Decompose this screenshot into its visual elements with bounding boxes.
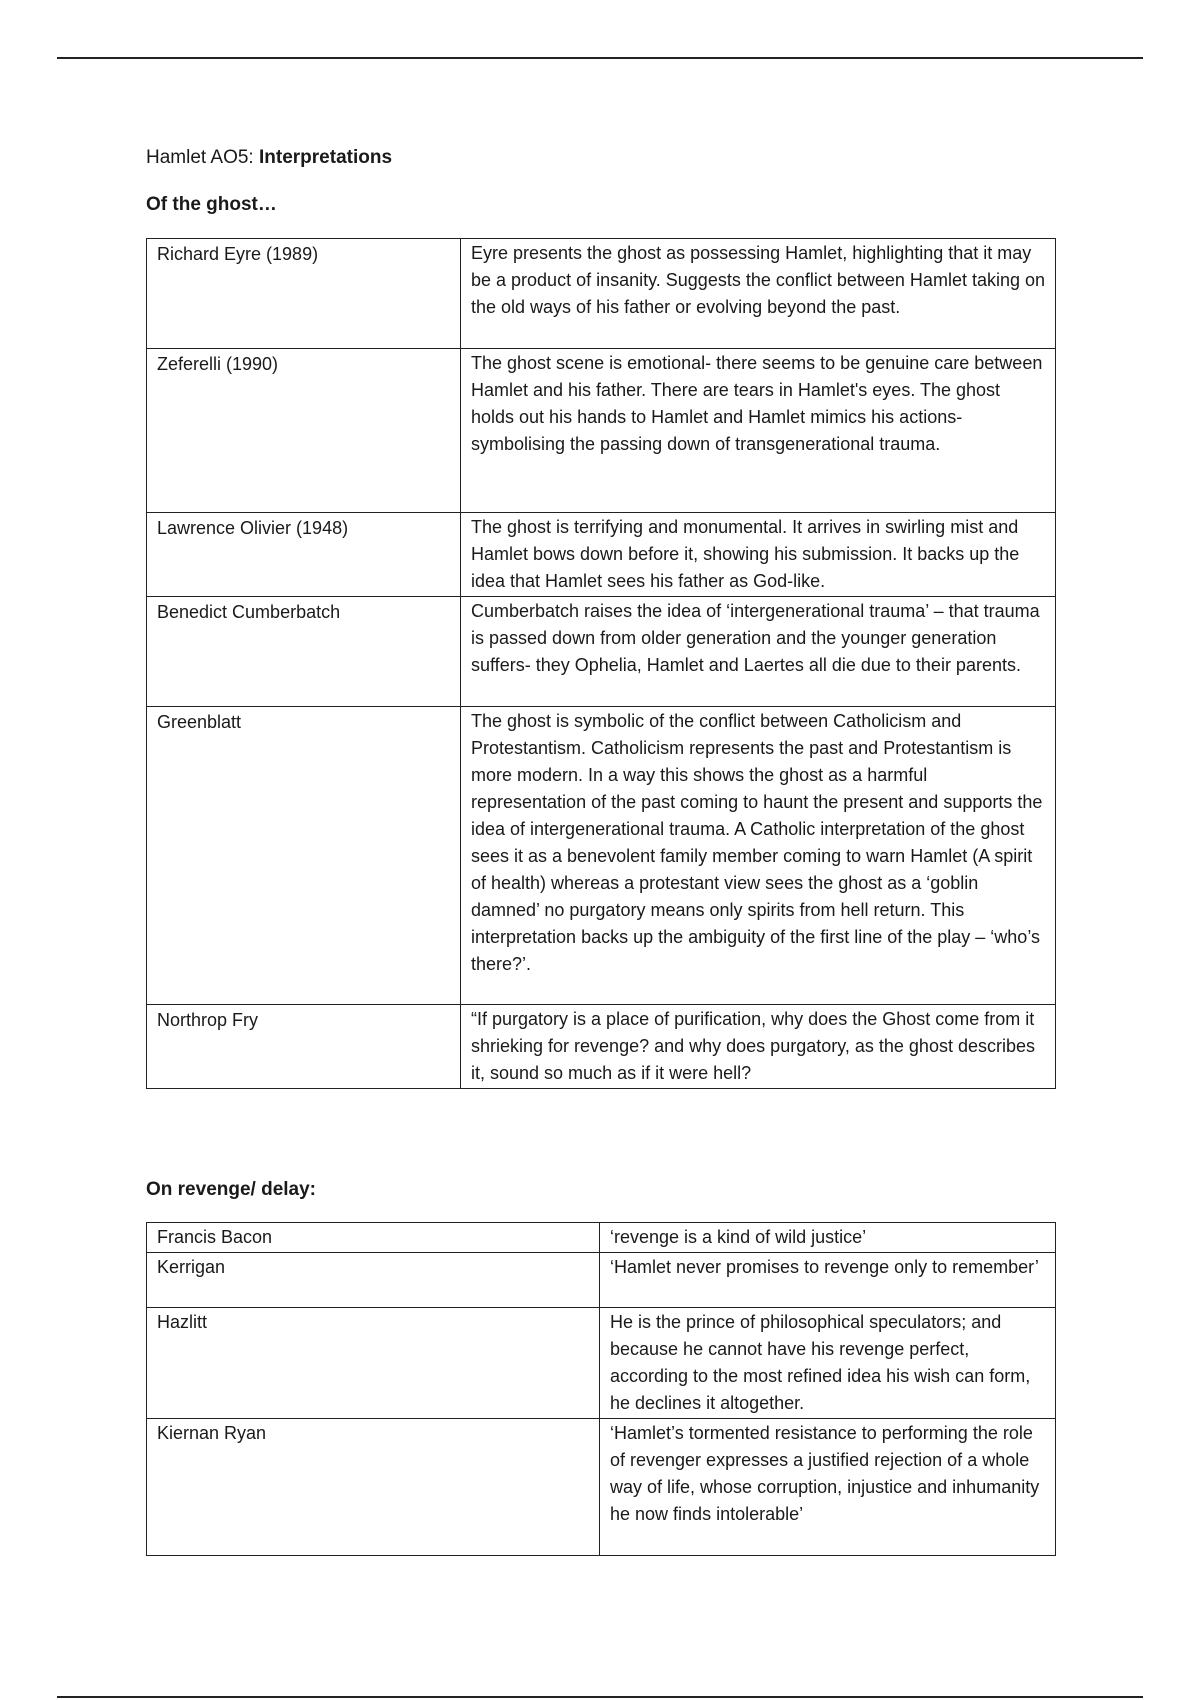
interpretation-cell: ‘Hamlet’s tormented resistance to performing the role of revenger expresses a justified rejection of a whole way of life, whose corruption, injustice and inhumanity he now finds intolerable’	[600, 1419, 1056, 1556]
header-rule	[57, 57, 1143, 59]
interpretation-cell: The ghost is terrifying and monumental. It arrives in swirling mist and Hamlet bows down before it, showing his submission. It backs up the idea that Hamlet sees his father as God-like.	[461, 513, 1056, 597]
table-row	[147, 349, 1056, 513]
interpretation-cell: Cumberbatch raises the idea of ‘intergenerational trauma’ – that trauma is passed down from older generation and the younger generation suffers- they Ophelia, Hamlet and Laertes all die due to their parents.	[461, 597, 1056, 707]
table-row	[147, 597, 1056, 707]
revenge-interpretations-table	[146, 1222, 1056, 1556]
table-row	[147, 1223, 1056, 1253]
table-row	[147, 1005, 1056, 1089]
critic-cell: Richard Eyre (1989)	[147, 239, 461, 349]
interpretation-cell: The ghost scene is emotional- there seems to be genuine care between Hamlet and his father. There are tears in Hamlet's eyes. The ghost holds out his hands to Hamlet and Hamlet mimics his actions- symbolising the passing down of transgenerational trauma.	[461, 349, 1056, 513]
interpretation-cell: ‘Hamlet never promises to revenge only to remember’	[600, 1253, 1056, 1308]
interpretation-cell: ‘revenge is a kind of wild justice’	[600, 1223, 1056, 1253]
interpretation-cell: He is the prince of philosophical speculators; and because he cannot have his revenge perfect, according to the most refined idea his wish can form, he declines it altogether.	[600, 1308, 1056, 1419]
table-row	[147, 1253, 1056, 1308]
critic-cell: Hazlitt	[147, 1308, 600, 1419]
critic-cell: Zeferelli (1990)	[147, 349, 461, 513]
table-row	[147, 513, 1056, 597]
critic-cell: Kiernan Ryan	[147, 1419, 600, 1556]
revenge-section-heading: On revenge/ delay:	[146, 1179, 317, 1200]
interpretation-cell: The ghost is symbolic of the conflict between Catholicism and Protestantism. Catholicism represents the past and Protestantism is more modern. In a way this shows the ghost as a harmful representation of the past coming to haunt the present and supports the idea of intergenerational trauma. A Catholic interpretation of the ghost sees it as a benevolent family member coming to warn Hamlet (A spirit of health) whereas a protestant view sees the ghost as a ‘goblin damned’ no purgatory means only spirits from hell return. This interpretation backs up the ambiguity of the first line of the play – ‘who’s there?’.	[461, 707, 1056, 1005]
title-prefix: Hamlet AO5:	[146, 147, 259, 168]
critic-cell: Benedict Cumberbatch	[147, 597, 461, 707]
table-row	[147, 239, 1056, 349]
title-bold: Interpretations	[259, 147, 393, 168]
ghost-interpretations-table	[146, 238, 1056, 1089]
critic-cell: Lawrence Olivier (1948)	[147, 513, 461, 597]
interpretation-cell: “If purgatory is a place of purification, why does the Ghost come from it shrieking for revenge? and why does purgatory, as the ghost describes it, sound so much as if it were hell?	[461, 1005, 1056, 1089]
interpretation-cell: Eyre presents the ghost as possessing Hamlet, highlighting that it may be a product of insanity. Suggests the conflict between Hamlet taking on the old ways of his father or evolving beyond the past.	[461, 239, 1056, 349]
critic-cell: Francis Bacon	[147, 1223, 600, 1253]
table-row	[147, 1419, 1056, 1556]
critic-cell: Northrop Fry	[147, 1005, 461, 1089]
table-row	[147, 1308, 1056, 1419]
critic-cell: Kerrigan	[147, 1253, 600, 1308]
document-title	[146, 146, 392, 170]
critic-cell: Greenblatt	[147, 707, 461, 1005]
table-row	[147, 707, 1056, 1005]
ghost-section-heading: Of the ghost…	[146, 194, 277, 215]
footer-rule	[57, 1696, 1143, 1698]
